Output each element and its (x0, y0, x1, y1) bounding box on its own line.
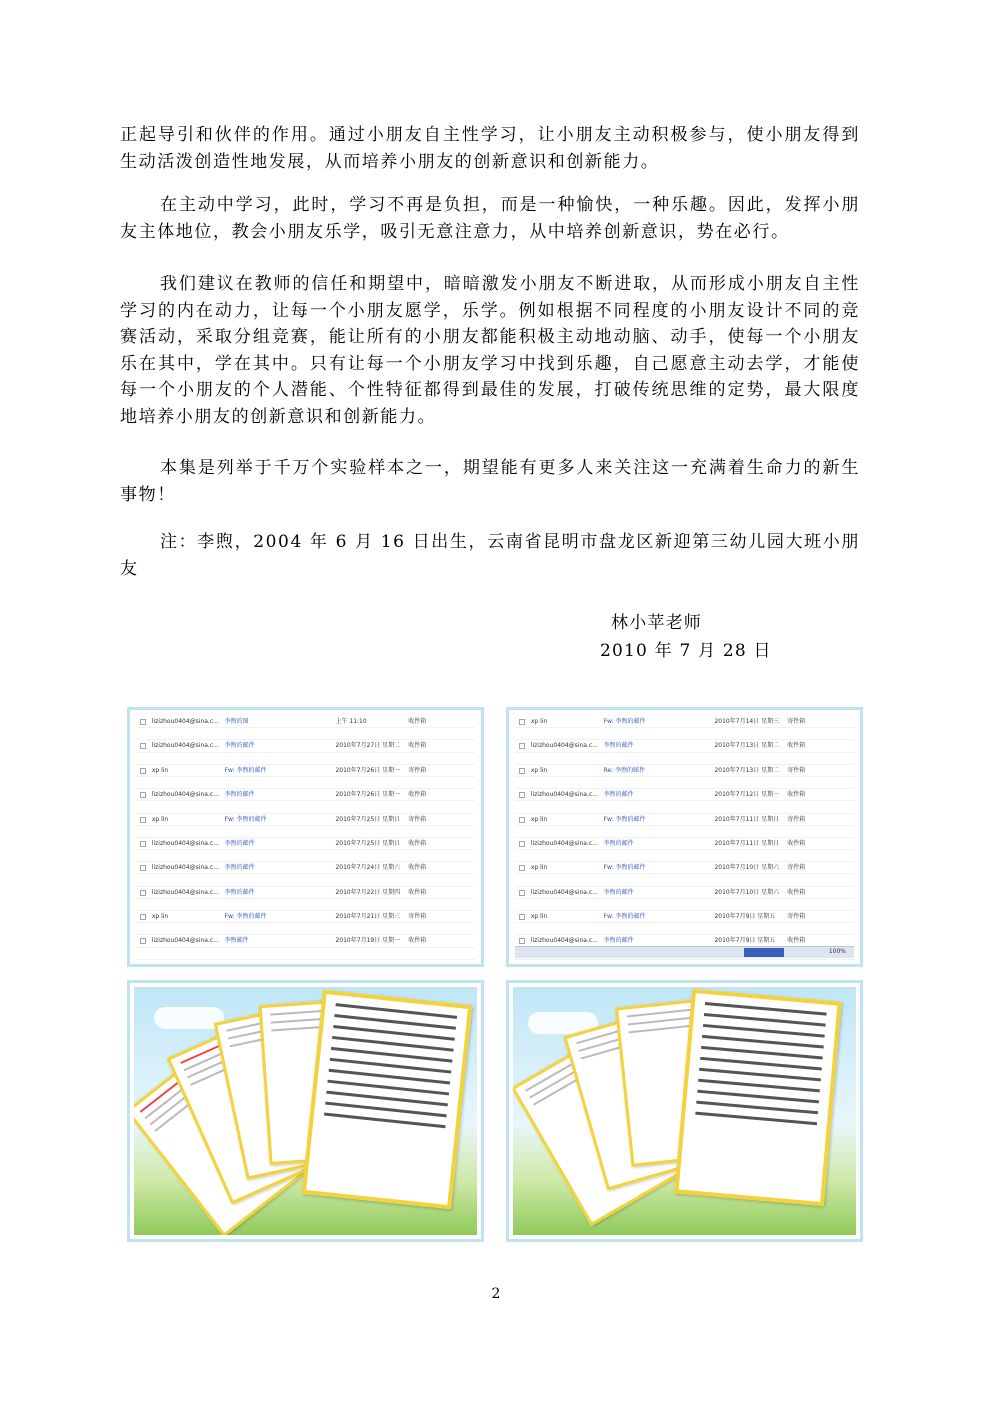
mail-from: xp lin (530, 864, 548, 872)
checkbox-icon[interactable] (140, 743, 146, 749)
mail-list-right (515, 716, 854, 958)
mail-date: 2010年7月27日 星期二 (335, 742, 401, 750)
zoom-level: 100% (828, 948, 846, 955)
mail-from: lizizhou0404@sina.c... (151, 864, 219, 872)
mail-preview-line (515, 850, 854, 862)
checkbox-icon[interactable] (140, 914, 146, 920)
mail-folder: 寄件箱 (408, 913, 427, 920)
mail-list-left (136, 716, 475, 958)
mail-from: xp lin (530, 815, 548, 823)
mail-preview-line (515, 801, 854, 813)
mail-row[interactable] (515, 838, 854, 850)
mail-preview-line (515, 923, 854, 935)
mail-folder: 收件箱 (408, 791, 427, 799)
mail-subject: 李煦的邮件 (224, 839, 255, 847)
page-number: 2 (491, 1286, 501, 1302)
mail-folder: 收件箱 (787, 742, 806, 750)
mail-folder: 寄件箱 (408, 766, 427, 774)
checkbox-icon[interactable] (519, 841, 525, 847)
mail-folder: 寄件箱 (787, 815, 806, 823)
checkbox-icon[interactable] (140, 792, 146, 798)
status-bar (515, 946, 854, 958)
mail-row[interactable] (515, 765, 854, 777)
mail-subject: Re: 李煦的邮件 (603, 766, 646, 774)
mail-preview-line (136, 874, 475, 886)
mail-row[interactable] (136, 740, 475, 752)
checkbox-icon[interactable] (140, 817, 146, 823)
mail-preview-line (515, 728, 854, 740)
mail-from: lizizhou0404@sina.c... (530, 937, 598, 945)
mail-preview-line (136, 948, 475, 960)
mail-folder: 收件箱 (787, 791, 806, 799)
mail-date: 2010年7月14日 星期三 (714, 718, 780, 725)
mail-from: lizizhou0404@sina.c... (151, 839, 219, 847)
checkbox-icon[interactable] (519, 768, 525, 774)
mail-folder: 收件箱 (408, 864, 427, 872)
mail-folder: 寄件箱 (787, 864, 806, 872)
mail-preview-line (136, 728, 475, 740)
letter-card-front (674, 989, 841, 1206)
mail-subject: Fw: 李煦的邮件 (603, 913, 646, 920)
mail-folder: 收件箱 (408, 839, 427, 847)
mail-preview-line (136, 753, 475, 765)
mail-date: 2010年7月26日 星期一 (335, 791, 401, 799)
mail-from: lizizhou0404@sina.c... (530, 791, 598, 799)
mail-subject: Fw: 李煦的邮件 (224, 766, 267, 774)
mail-subject: Fw: 李煦的邮件 (603, 718, 646, 725)
paragraph-3: 我们建议在教师的信任和期望中，暗暗激发小朋友不断进取，从而形成小朋友自主性学习的内在动力，让每一个小朋友愿学，乐学。例如根据不同程度的小朋友设计不同的竞赛活动，采取分组竞赛，能让所有的小朋友都能积极主动地动脑、动手，使每一个小朋友乐在其中，学在其中。只有让每一个小朋友学习中找到乐趣，自己愿意主动去学，才能使每一个小朋友的个人潜能、个性特征都得到最佳的发展，打破传统思维的定势，最大限度地培养小朋友的创新意识和创新能力。 (120, 274, 860, 427)
mail-folder: 寄件箱 (787, 913, 806, 920)
mail-from: lizizhou0404@sina.c... (151, 718, 219, 725)
mail-date: 上午 11:10 (335, 718, 367, 725)
mail-row[interactable] (136, 935, 475, 947)
mail-from: lizizhou0404@sina.c... (151, 791, 219, 799)
paragraph-1: 正起导引和伙伴的作用。通过小朋友自主性学习，让小朋友主动积极参与，使小朋友得到生动活泼创造性地发展，从而培养小朋友的创新意识和创新能力。 (120, 125, 860, 172)
letters-scene (134, 987, 477, 1235)
mail-screenshot-left (127, 707, 484, 967)
mail-from: xp lin (530, 913, 548, 920)
checkbox-icon[interactable] (140, 841, 146, 847)
mail-row[interactable] (136, 789, 475, 801)
mail-row[interactable] (515, 789, 854, 801)
status-indicator (744, 948, 784, 957)
mail-row[interactable] (515, 716, 854, 728)
mail-date: 2010年7月25日 星期日 (335, 839, 401, 847)
mail-date: 2010年7月13日 星期二 (714, 766, 780, 774)
mail-preview-line (136, 777, 475, 789)
signature-name: 林小苹老师 (611, 613, 702, 633)
mail-from: xp lin (530, 718, 548, 725)
mail-row[interactable] (136, 862, 475, 874)
mail-date: 2010年7月21日 星期三 (335, 913, 401, 920)
mail-from: lizizhou0404@sina.c... (530, 839, 598, 847)
mail-from: xp lin (151, 815, 169, 823)
signature-date: 2010 年 7 月 28 日 (600, 641, 772, 661)
mail-folder: 收件箱 (408, 937, 427, 945)
mail-date: 2010年7月10日 星期六 (714, 888, 780, 896)
mail-row[interactable] (136, 716, 475, 728)
mail-subject: 李煦的邮件 (603, 791, 634, 799)
checkbox-icon[interactable] (519, 792, 525, 798)
checkbox-icon[interactable] (519, 817, 525, 823)
mail-from: xp lin (151, 766, 169, 774)
mail-row[interactable] (136, 838, 475, 850)
mail-folder: 收件箱 (408, 742, 427, 750)
mail-preview-line (136, 923, 475, 935)
mail-date: 2010年7月19日 星期一 (335, 937, 401, 945)
mail-folder: 寄件箱 (787, 766, 806, 774)
checkbox-icon[interactable] (519, 890, 525, 896)
mail-from: lizizhou0404@sina.c... (151, 888, 219, 896)
checkbox-icon[interactable] (140, 938, 146, 944)
checkbox-icon[interactable] (519, 938, 525, 944)
mail-subject: 李煦的邮件 (224, 888, 255, 896)
mail-folder: 收件箱 (787, 937, 806, 945)
mail-subject: 李煦的邮件 (603, 742, 634, 750)
mail-date: 2010年7月11日 星期日 (714, 839, 780, 847)
mail-preview-line (136, 850, 475, 862)
checkbox-icon[interactable] (140, 890, 146, 896)
mail-folder: 收件箱 (787, 839, 806, 847)
checkbox-icon[interactable] (519, 865, 525, 871)
mail-subject: 李煦的邮件 (603, 888, 634, 896)
mail-preview-line (136, 801, 475, 813)
mail-folder: 收件箱 (408, 718, 427, 725)
checkbox-icon[interactable] (140, 865, 146, 871)
mail-subject: 李煦的邮件 (224, 742, 255, 750)
mail-date: 2010年7月12日 星期一 (714, 791, 780, 799)
mail-date: 2010年7月26日 星期一 (335, 766, 401, 774)
mail-from: lizizhou0404@sina.c... (530, 742, 598, 750)
checkbox-icon[interactable] (140, 719, 146, 725)
mail-date: 2010年7月10日 星期六 (714, 864, 780, 872)
checkbox-icon[interactable] (519, 743, 525, 749)
mail-row[interactable] (515, 911, 854, 923)
mail-from: lizizhou0404@sina.c... (151, 742, 219, 750)
mail-folder: 寄件箱 (408, 815, 427, 823)
mail-preview-line (515, 874, 854, 886)
mail-date: 2010年7月24日 星期六 (335, 864, 401, 872)
paragraph-5: 注：李煦，2004 年 6 月 16 日出生，云南省昆明市盘龙区新迎第三幼儿园大班小朋友 (120, 532, 860, 579)
checkbox-icon[interactable] (519, 719, 525, 725)
mail-row[interactable] (515, 862, 854, 874)
mail-date: 2010年7月9日 星期五 (714, 913, 776, 920)
mail-row[interactable] (515, 887, 854, 899)
mail-subject: Fw: 李煦的邮件 (603, 864, 646, 872)
mail-date: 2010年7月9日 星期五 (714, 937, 776, 945)
mail-folder: 寄件箱 (787, 718, 806, 725)
letters-picture-right (506, 980, 863, 1242)
checkbox-icon[interactable] (140, 768, 146, 774)
paragraph-2: 在主动中学习，此时，学习不再是负担，而是一种愉快，一种乐趣。因此，发挥小朋友主体地位，教会小朋友乐学，吸引无意注意力，从中培养创新意识，势在必行。 (120, 195, 860, 242)
mail-row[interactable] (136, 911, 475, 923)
mail-preview-line (136, 899, 475, 911)
letter-card-front (302, 990, 473, 1210)
letters-picture-left (127, 980, 484, 1242)
mail-preview-line (515, 899, 854, 911)
mail-preview-line (515, 753, 854, 765)
mail-row[interactable] (515, 814, 854, 826)
mail-row[interactable] (136, 887, 475, 899)
mail-subject: 李煦的邮件 (603, 937, 634, 945)
mail-subject: Fw: 李煦的邮件 (224, 913, 267, 920)
mail-from: xp lin (530, 766, 548, 774)
mail-subject: 李煦的邮件 (603, 839, 634, 847)
paragraph-4: 本集是列举于千万个实验样本之一，期望能有更多人来关注这一充满着生命力的新生事物！ (120, 458, 860, 505)
mail-date: 2010年7月13日 星期二 (714, 742, 780, 750)
mail-from: xp lin (151, 913, 169, 920)
mail-row[interactable] (515, 740, 854, 752)
mail-from: lizizhou0404@sina.c... (530, 888, 598, 896)
letters-scene (513, 987, 856, 1235)
mail-screenshot-right (506, 707, 863, 967)
mail-subject: 李煦的图 (224, 718, 249, 725)
mail-preview-line (515, 777, 854, 789)
mail-folder: 收件箱 (787, 888, 806, 896)
mail-subject: Fw: 李煦的邮件 (603, 815, 646, 823)
mail-row[interactable] (136, 814, 475, 826)
mail-row[interactable] (136, 765, 475, 777)
checkbox-icon[interactable] (519, 914, 525, 920)
mail-subject: 李煦的邮件 (224, 864, 255, 872)
mail-date: 2010年7月25日 星期日 (335, 815, 401, 823)
mail-date: 2010年7月11日 星期日 (714, 815, 780, 823)
mail-subject: 李煦的邮件 (224, 791, 255, 799)
mail-date: 2010年7月22日 星期四 (335, 888, 401, 896)
mail-subject: Fw: 李煦的邮件 (224, 815, 267, 823)
mail-folder: 收件箱 (408, 888, 427, 896)
mail-preview-line (136, 826, 475, 838)
mail-preview-line (515, 826, 854, 838)
mail-from: lizizhou0404@sina.c... (151, 937, 219, 945)
mail-subject: 李煦邮件 (224, 937, 249, 945)
